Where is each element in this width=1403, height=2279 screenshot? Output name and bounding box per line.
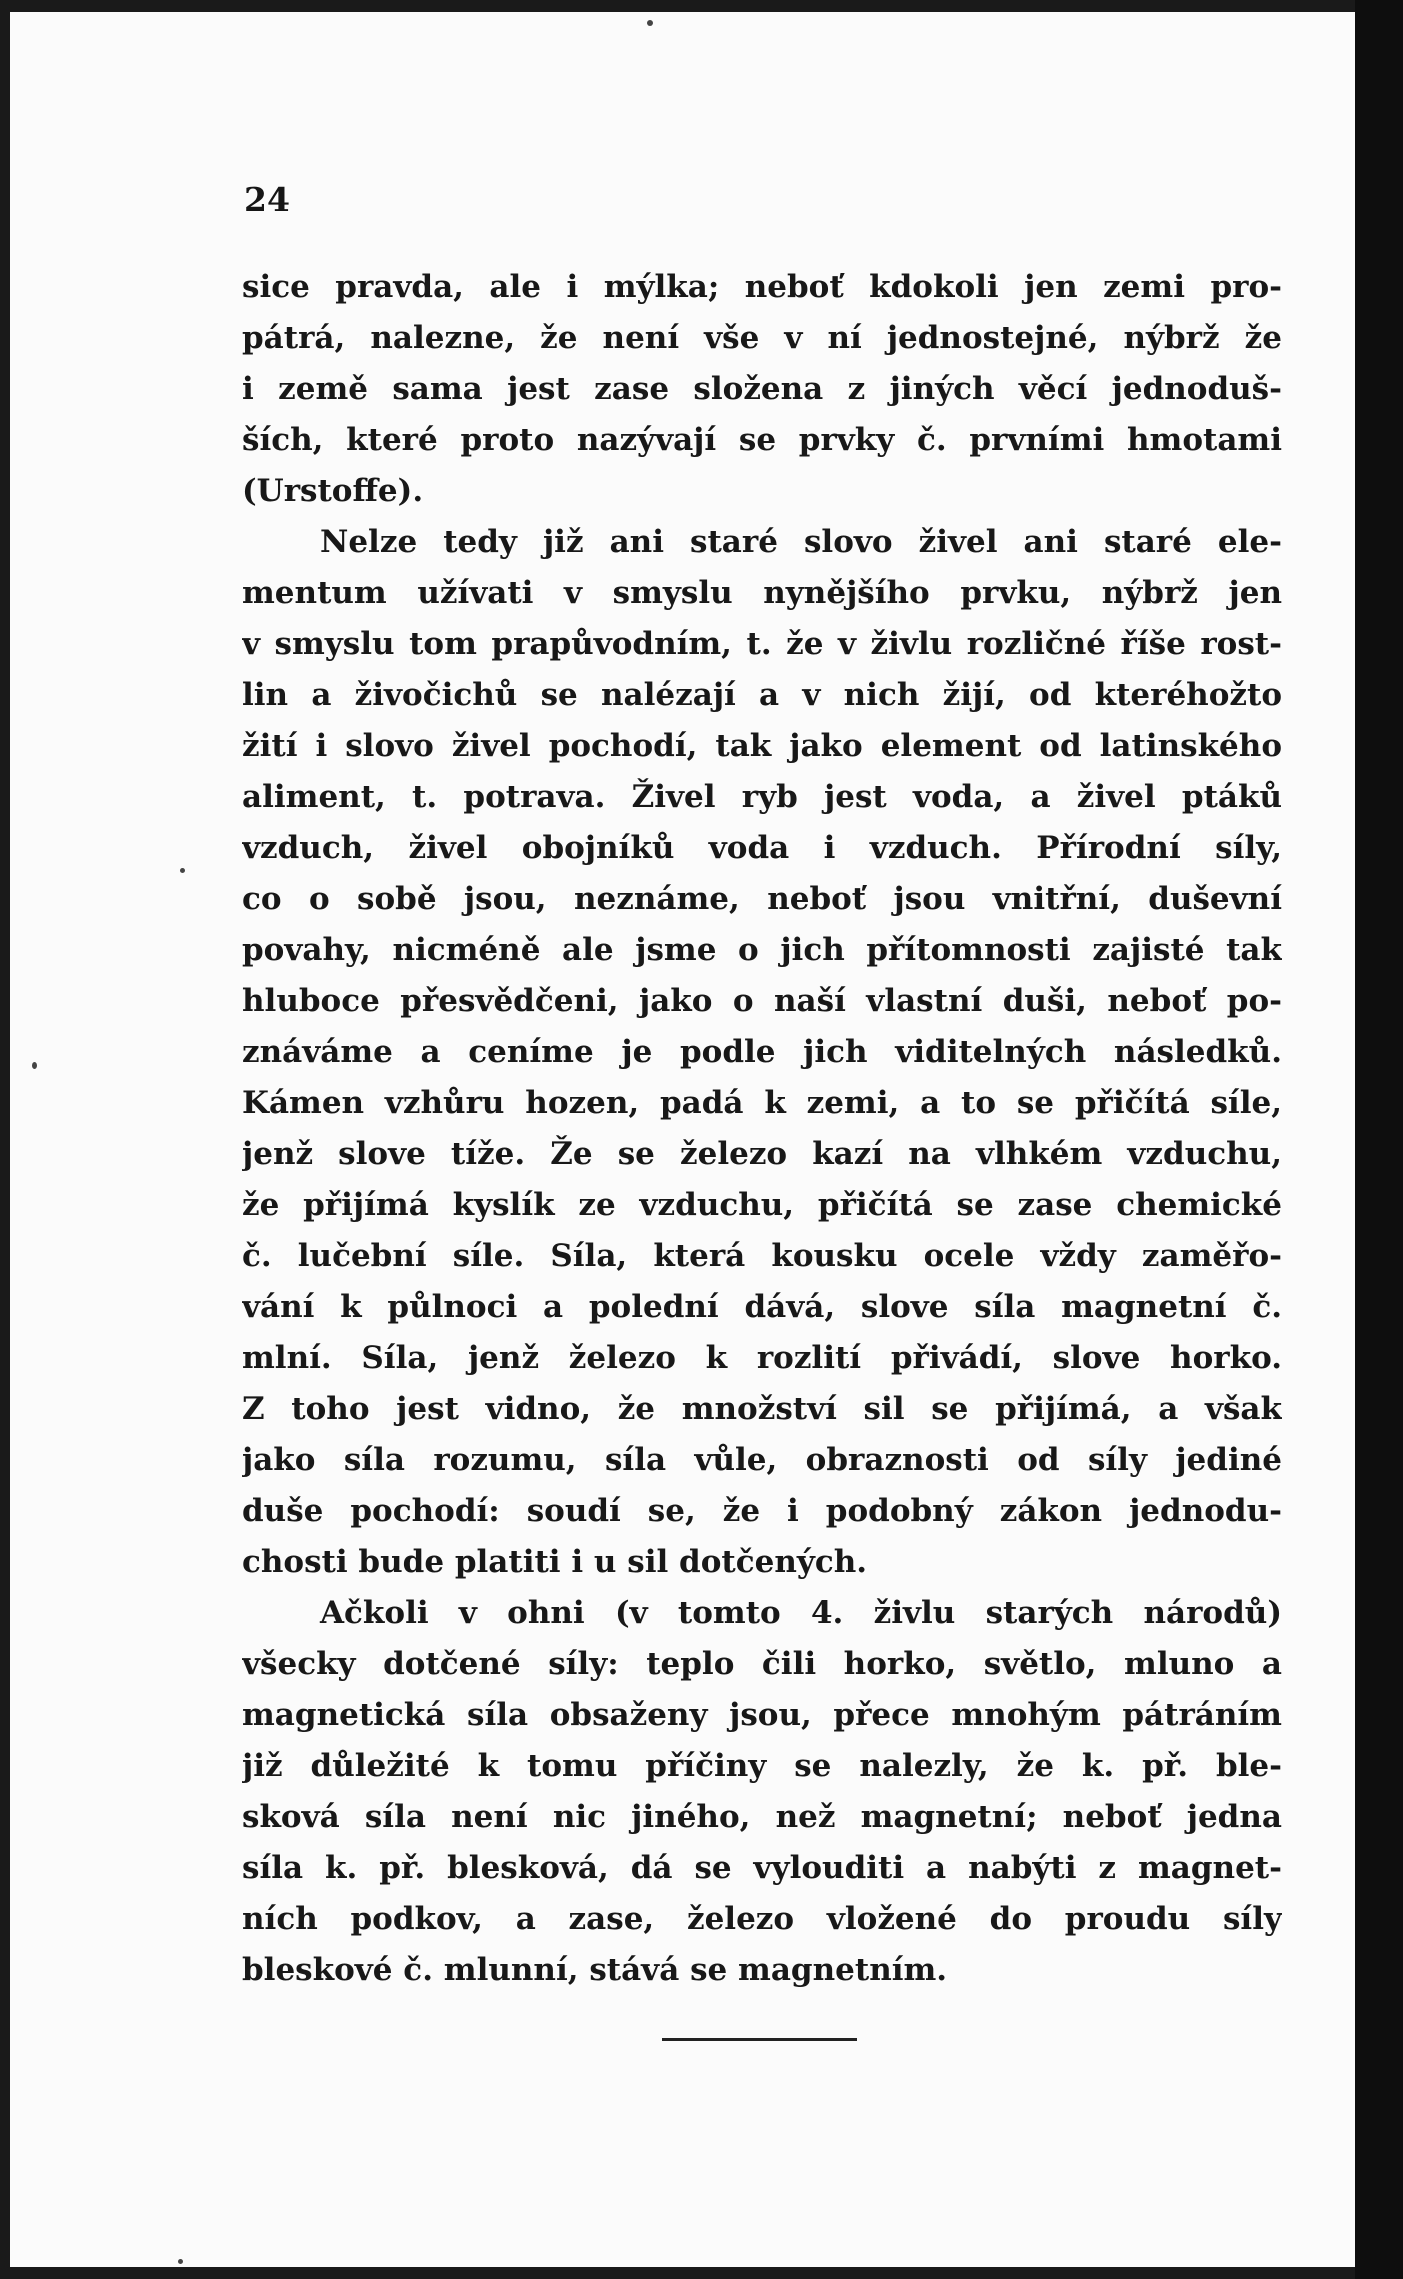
text-line: chosti bude platiti i u sil dotčených. — [242, 1544, 868, 1580]
text-line: sková síla není nic jiného, než magnetní; neboť jedna — [242, 1799, 1282, 1835]
text-line: v smyslu tom prapůvodním, t. že v živlu rozličné říše rost- — [242, 626, 1282, 662]
print-speck — [178, 2259, 183, 2264]
print-speck — [180, 868, 185, 873]
text-line: (Urstoffe). — [242, 473, 424, 509]
text-line: Kámen vzhůru hozen, padá k zemi, a to se přičítá síle, — [242, 1085, 1282, 1121]
text-line: povahy, nicméně ale jsme o jich přítomnosti zajisté tak — [242, 932, 1282, 968]
text-line: všecky dotčené síly: teplo čili horko, světlo, mluno a — [242, 1646, 1282, 1682]
text-line: že přijímá kyslík ze vzduchu, přičítá se zase chemické — [242, 1187, 1282, 1223]
text-line: i země sama jest zase složena z jiných věcí jednoduš- — [242, 371, 1282, 407]
text-line: pátrá, nalezne, že není vše v ní jednostejné, nýbrž že — [242, 320, 1282, 356]
scan-edge — [1355, 0, 1403, 2279]
section-divider — [662, 2038, 857, 2041]
text-line: ních podkov, a zase, železo vložené do proudu síly — [242, 1901, 1282, 1937]
book-page — [10, 12, 1355, 2267]
text-line: vzduch, živel obojníků voda i vzduch. Přírodní síly, — [242, 830, 1282, 866]
text-line: Nelze tedy již ani staré slovo živel ani staré ele- — [320, 524, 1282, 560]
text-line: duše pochodí: soudí se, že i podobný zákon jednodu- — [242, 1493, 1282, 1529]
body-text — [242, 262, 1282, 1996]
text-line: sice pravda, ale i mýlka; neboť kdokoli jen zemi pro- — [242, 269, 1282, 305]
text-line: Z toho jest vidno, že množství sil se přijímá, a však — [242, 1391, 1282, 1427]
print-speck — [647, 20, 653, 26]
text-line: magnetická síla obsaženy jsou, přece mnohým pátráním — [242, 1697, 1282, 1733]
text-line: vání k půlnoci a polední dává, slove síla magnetní č. — [242, 1289, 1282, 1325]
text-line: co o sobě jsou, neznáme, neboť jsou vnitřní, duševní — [242, 881, 1282, 917]
text-line: jako síla rozumu, síla vůle, obraznosti od síly jediné — [242, 1442, 1282, 1478]
text-line: znáváme a ceníme je podle jich viditelných následků. — [242, 1034, 1282, 1070]
text-line: Ačkoli v ohni (v tomto 4. živlu starých národů) — [320, 1595, 1282, 1631]
text-line: mlní. Síla, jenž železo k rozlití přivádí, slove horko. — [242, 1340, 1282, 1376]
text-line: č. lučební síle. Síla, která kousku ocele vždy zaměřo- — [242, 1238, 1282, 1274]
text-line: aliment, t. potrava. Živel ryb jest voda, a živel ptáků — [242, 779, 1282, 815]
text-line: ších, které proto nazývají se prvky č. prvními hmotami — [242, 422, 1282, 458]
page-number: 24 — [244, 180, 290, 219]
text-line: hluboce přesvědčeni, jako o naší vlastní duši, neboť po- — [242, 983, 1282, 1019]
text-line: bleskové č. mlunní, stává se magnetním. — [242, 1952, 948, 1988]
print-speck — [32, 1062, 37, 1069]
text-line: jenž slove tíže. Že se železo kazí na vlhkém vzduchu, — [242, 1136, 1282, 1172]
text-line: lin a živočichů se nalézají a v nich žijí, od kteréhožto — [242, 677, 1282, 713]
text-line: žití i slovo živel pochodí, tak jako element od latinského — [242, 728, 1282, 764]
text-line: síla k. př. blesková, dá se vylouditi a nabýti z magnet- — [242, 1850, 1282, 1886]
text-line: již důležité k tomu příčiny se nalezly, že k. př. ble- — [242, 1748, 1282, 1784]
text-line: mentum užívati v smyslu nynějšího prvku, nýbrž jen — [242, 575, 1282, 611]
